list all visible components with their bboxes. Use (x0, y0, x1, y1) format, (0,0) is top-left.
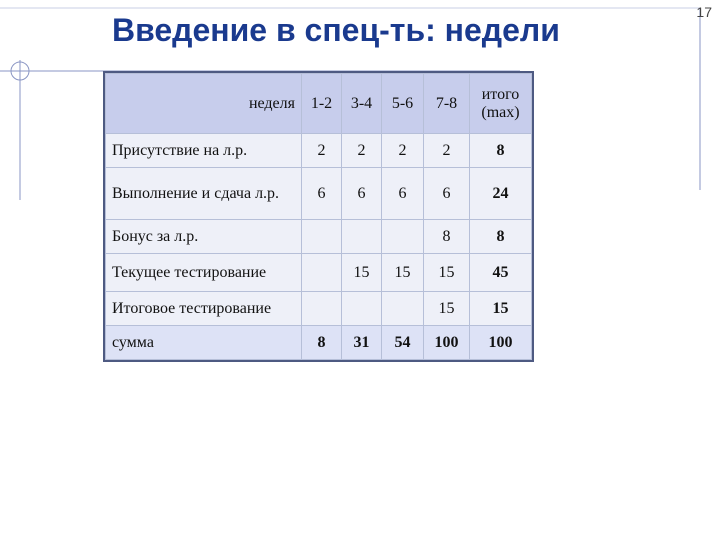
cell: 6 (302, 168, 342, 220)
header-col-3-4: 3-4 (342, 74, 382, 134)
cell: 6 (424, 168, 470, 220)
cell: 2 (342, 134, 382, 168)
cell (302, 254, 342, 292)
table-row (106, 168, 532, 220)
header-col-7-8: 7-8 (424, 74, 470, 134)
cell: 15 (424, 254, 470, 292)
header-total-line2: (max) (481, 103, 520, 121)
cell: 2 (424, 134, 470, 168)
row-total: 8 (470, 134, 532, 168)
cell: 54 (382, 326, 424, 360)
cell: 8 (302, 326, 342, 360)
cell (302, 292, 342, 326)
cell: 15 (424, 292, 470, 326)
slide-number: 17 (696, 4, 712, 20)
table-row (106, 254, 532, 292)
cell (342, 220, 382, 254)
schedule-table (105, 73, 532, 360)
table-row (106, 292, 532, 326)
row-total: 100 (470, 326, 532, 360)
cell (342, 292, 382, 326)
cell: 31 (342, 326, 382, 360)
cell: 15 (342, 254, 382, 292)
row-total: 8 (470, 220, 532, 254)
table-row (106, 134, 532, 168)
cell (302, 220, 342, 254)
row-label: Итоговое тестирование (106, 292, 302, 326)
row-label: Бонус за л.р. (106, 220, 302, 254)
cell: 6 (382, 168, 424, 220)
header-col-1-2: 1-2 (302, 74, 342, 134)
cell: 15 (382, 254, 424, 292)
row-label: Присутствие на л.р. (106, 134, 302, 168)
row-label: Выполнение и сдача л.р. (106, 168, 302, 220)
cell (382, 292, 424, 326)
row-total: 15 (470, 292, 532, 326)
header-week-label: неделя (106, 74, 302, 134)
cell (382, 220, 424, 254)
row-label: Текущее тестирование (106, 254, 302, 292)
table-header-row (106, 74, 532, 134)
cell: 2 (382, 134, 424, 168)
cell: 6 (342, 168, 382, 220)
row-total: 45 (470, 254, 532, 292)
header-total-line1: итого (481, 85, 520, 103)
cell: 8 (424, 220, 470, 254)
row-label: сумма (106, 326, 302, 360)
header-total (470, 74, 532, 134)
table-row (106, 220, 532, 254)
cell: 2 (302, 134, 342, 168)
cell: 100 (424, 326, 470, 360)
header-col-5-6: 5-6 (382, 74, 424, 134)
slide-title: Введение в спец-ть: недели (112, 12, 560, 48)
table-row-sum (106, 326, 532, 360)
row-total: 24 (470, 168, 532, 220)
